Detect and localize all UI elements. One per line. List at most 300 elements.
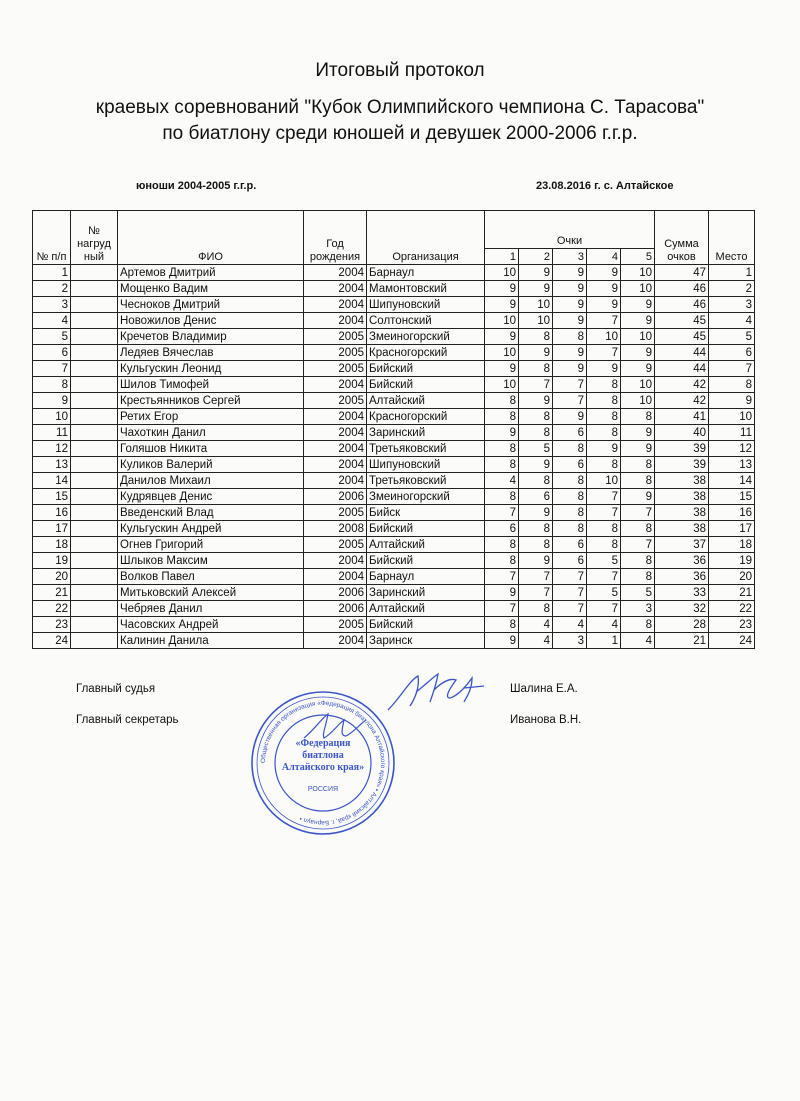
row-place: 15 [709,489,755,505]
row-points-3: 9 [553,361,587,377]
row-points-4: 9 [587,361,621,377]
row-points-1: 9 [485,297,519,313]
row-bib [71,633,118,649]
row-points-4: 9 [587,297,621,313]
row-points-3: 9 [553,345,587,361]
row-organization: Бийск [367,505,485,521]
row-sum: 32 [655,601,709,617]
row-points-2: 8 [519,409,553,425]
row-points-2: 8 [519,601,553,617]
row-place: 11 [709,425,755,441]
row-number: 24 [33,633,71,649]
row-organization: Змеиногорский [367,489,485,505]
header-points: Очки [485,211,655,249]
row-points-5: 9 [621,425,655,441]
table-row [33,473,755,489]
header-year: Год рождения [304,211,367,265]
row-sum: 40 [655,425,709,441]
row-place: 21 [709,585,755,601]
table-row [33,297,755,313]
row-points-1: 8 [485,441,519,457]
row-name: Голяшов Никита [118,441,304,457]
row-year: 2005 [304,345,367,361]
row-points-1: 9 [485,281,519,297]
row-points-5: 9 [621,361,655,377]
row-bib [71,281,118,297]
row-name: Кульгускин Леонид [118,361,304,377]
header-points-2: 2 [519,249,553,265]
row-bib [71,553,118,569]
row-sum: 38 [655,473,709,489]
row-organization: Шипуновский [367,457,485,473]
row-year: 2008 [304,521,367,537]
row-number: 11 [33,425,71,441]
row-points-3: 9 [553,297,587,313]
row-place: 3 [709,297,755,313]
row-sum: 46 [655,281,709,297]
row-points-3: 6 [553,457,587,473]
row-points-3: 3 [553,633,587,649]
table-row [33,313,755,329]
row-place: 10 [709,409,755,425]
row-points-4: 8 [587,409,621,425]
row-name: Чесноков Дмитрий [118,297,304,313]
row-year: 2006 [304,601,367,617]
results-table [32,210,755,649]
row-points-4: 7 [587,345,621,361]
row-points-3: 7 [553,569,587,585]
row-points-5: 8 [621,473,655,489]
row-points-2: 9 [519,345,553,361]
row-number: 17 [33,521,71,537]
row-points-1: 6 [485,521,519,537]
row-points-3: 9 [553,313,587,329]
row-points-1: 10 [485,265,519,281]
row-number: 13 [33,457,71,473]
row-year: 2004 [304,633,367,649]
row-points-2: 7 [519,585,553,601]
row-year: 2004 [304,553,367,569]
row-points-4: 7 [587,313,621,329]
row-points-5: 10 [621,393,655,409]
row-place: 24 [709,633,755,649]
row-year: 2004 [304,297,367,313]
row-sum: 38 [655,505,709,521]
row-name: Артемов Дмитрий [118,265,304,281]
row-points-3: 8 [553,521,587,537]
row-points-3: 7 [553,377,587,393]
row-points-4: 7 [587,569,621,585]
row-year: 2004 [304,457,367,473]
row-points-5: 7 [621,505,655,521]
row-place: 23 [709,617,755,633]
row-points-3: 9 [553,265,587,281]
row-sum: 45 [655,329,709,345]
row-points-5: 5 [621,585,655,601]
row-number: 4 [33,313,71,329]
row-sum: 36 [655,553,709,569]
row-place: 6 [709,345,755,361]
row-number: 9 [33,393,71,409]
table-row [33,633,755,649]
row-name: Крестьянников Сергей [118,393,304,409]
row-number: 15 [33,489,71,505]
row-points-4: 9 [587,265,621,281]
row-bib [71,409,118,425]
row-name: Калинин Данила [118,633,304,649]
row-points-4: 5 [587,585,621,601]
table-row [33,521,755,537]
row-points-4: 8 [587,537,621,553]
row-points-3: 8 [553,505,587,521]
row-points-4: 8 [587,377,621,393]
row-year: 2005 [304,329,367,345]
row-year: 2004 [304,313,367,329]
header-points-3: 3 [553,249,587,265]
row-bib [71,537,118,553]
row-points-2: 4 [519,617,553,633]
document-title: Итоговый протокол [315,60,485,81]
row-points-2: 8 [519,473,553,489]
header-place: Место [709,211,755,265]
row-name: Чахоткин Данил [118,425,304,441]
row-year: 2004 [304,377,367,393]
secretary-name: Иванова В.Н. [510,714,582,726]
row-sum: 45 [655,313,709,329]
row-number: 16 [33,505,71,521]
row-sum: 44 [655,345,709,361]
row-points-5: 8 [621,521,655,537]
row-name: Новожилов Денис [118,313,304,329]
row-organization: Бийский [367,521,485,537]
table-row [33,393,755,409]
row-sum: 21 [655,633,709,649]
row-number: 19 [33,553,71,569]
row-place: 8 [709,377,755,393]
row-organization: Заринск [367,633,485,649]
stamp-center-text: «Федерация биатлона Алтайского края» [281,738,365,773]
row-points-5: 8 [621,409,655,425]
row-points-4: 10 [587,473,621,489]
row-points-4: 7 [587,489,621,505]
row-number: 5 [33,329,71,345]
row-number: 22 [33,601,71,617]
row-points-1: 10 [485,345,519,361]
stamp-ring-text: Общественная организация «Федерация биатлона Алтайского края» • Алтайский край, г. Барнаул • [259,699,387,827]
row-points-1: 7 [485,505,519,521]
row-number: 23 [33,617,71,633]
row-name: Кречетов Владимир [118,329,304,345]
row-number: 8 [33,377,71,393]
row-year: 2005 [304,505,367,521]
row-year: 2005 [304,361,367,377]
header-sum: Сумма очков [655,211,709,265]
row-year: 2004 [304,409,367,425]
row-sum: 42 [655,377,709,393]
row-points-3: 9 [553,409,587,425]
row-points-3: 7 [553,601,587,617]
row-points-5: 8 [621,553,655,569]
row-organization: Третьяковский [367,473,485,489]
row-points-5: 4 [621,633,655,649]
row-points-1: 8 [485,457,519,473]
row-points-3: 7 [553,393,587,409]
row-bib [71,425,118,441]
age-category: юноши 2004-2005 г.г.р. [136,180,257,192]
row-points-5: 9 [621,345,655,361]
table-row [33,457,755,473]
row-sum: 37 [655,537,709,553]
table-row [33,409,755,425]
secretary-label: Главный секретарь [76,714,179,726]
row-points-5: 8 [621,617,655,633]
row-name: Волков Павел [118,569,304,585]
row-points-5: 10 [621,281,655,297]
subtitle-line-2: по биатлону среди юношей и девушек 2000-2006 г.г.р. [162,123,638,144]
header-points-1: 1 [485,249,519,265]
row-points-3: 4 [553,617,587,633]
row-number: 18 [33,537,71,553]
row-bib [71,569,118,585]
federation-stamp-icon [248,688,398,838]
row-number: 20 [33,569,71,585]
row-points-2: 5 [519,441,553,457]
header-name: ФИО [118,211,304,265]
table-row [33,345,755,361]
date-place: 23.08.2016 г. с. Алтайское [536,180,674,192]
row-points-5: 7 [621,537,655,553]
table-row [33,441,755,457]
table-row [33,585,755,601]
row-name: Шлыков Максим [118,553,304,569]
table-row [33,505,755,521]
row-points-4: 1 [587,633,621,649]
row-organization: Барнаул [367,265,485,281]
row-points-2: 7 [519,569,553,585]
row-points-4: 8 [587,425,621,441]
row-sum: 36 [655,569,709,585]
row-points-2: 9 [519,505,553,521]
row-bib [71,377,118,393]
row-organization: Змеиногорский [367,329,485,345]
row-organization: Красногорский [367,345,485,361]
row-points-4: 4 [587,617,621,633]
row-points-2: 10 [519,313,553,329]
stamp-country: РОССИЯ [307,786,339,793]
row-points-5: 9 [621,489,655,505]
row-organization: Красногорский [367,409,485,425]
row-name: Кульгускин Андрей [118,521,304,537]
row-points-1: 10 [485,313,519,329]
row-points-4: 7 [587,601,621,617]
row-bib [71,505,118,521]
row-points-2: 8 [519,425,553,441]
row-bib [71,585,118,601]
row-sum: 39 [655,457,709,473]
row-points-3: 7 [553,585,587,601]
row-points-1: 8 [485,489,519,505]
row-points-3: 8 [553,329,587,345]
row-points-1: 9 [485,633,519,649]
row-organization: Бийский [367,361,485,377]
row-sum: 46 [655,297,709,313]
row-name: Введенский Влад [118,505,304,521]
row-sum: 28 [655,617,709,633]
row-sum: 33 [655,585,709,601]
table-row [33,489,755,505]
row-year: 2004 [304,425,367,441]
row-place: 5 [709,329,755,345]
row-number: 7 [33,361,71,377]
row-place: 4 [709,313,755,329]
row-name: Данилов Михаил [118,473,304,489]
row-number: 2 [33,281,71,297]
row-points-5: 10 [621,377,655,393]
row-points-2: 9 [519,393,553,409]
row-points-2: 8 [519,361,553,377]
row-organization: Заринский [367,425,485,441]
row-number: 14 [33,473,71,489]
row-points-4: 5 [587,553,621,569]
row-place: 12 [709,441,755,457]
row-place: 9 [709,393,755,409]
row-name: Митьковский Алексей [118,585,304,601]
row-organization: Бийский [367,617,485,633]
row-name: Шилов Тимофей [118,377,304,393]
table-row [33,601,755,617]
row-place: 18 [709,537,755,553]
header-points-4: 4 [587,249,621,265]
row-place: 16 [709,505,755,521]
row-points-1: 7 [485,601,519,617]
row-place: 2 [709,281,755,297]
table-row [33,569,755,585]
row-number: 6 [33,345,71,361]
row-name: Кудрявцев Денис [118,489,304,505]
row-bib [71,521,118,537]
row-points-1: 8 [485,537,519,553]
row-place: 22 [709,601,755,617]
row-points-4: 8 [587,521,621,537]
table-row [33,329,755,345]
row-bib [71,601,118,617]
row-organization: Мамонтовский [367,281,485,297]
row-points-2: 8 [519,329,553,345]
row-points-1: 9 [485,329,519,345]
row-points-2: 6 [519,489,553,505]
row-year: 2004 [304,473,367,489]
row-points-1: 9 [485,585,519,601]
row-points-1: 8 [485,393,519,409]
row-name: Мощенко Вадим [118,281,304,297]
row-organization: Солтонский [367,313,485,329]
header-num: № п/п [33,211,71,265]
row-place: 17 [709,521,755,537]
row-points-2: 8 [519,521,553,537]
row-bib [71,473,118,489]
row-points-4: 8 [587,393,621,409]
row-year: 2006 [304,489,367,505]
row-points-5: 10 [621,329,655,345]
row-points-2: 9 [519,553,553,569]
row-bib [71,489,118,505]
row-organization: Бийский [367,553,485,569]
row-points-4: 9 [587,281,621,297]
row-points-4: 10 [587,329,621,345]
row-organization: Алтайский [367,393,485,409]
row-sum: 38 [655,521,709,537]
row-organization: Барнаул [367,569,485,585]
row-number: 3 [33,297,71,313]
row-name: Огнев Григорий [118,537,304,553]
row-year: 2005 [304,617,367,633]
table-row [33,281,755,297]
row-organization: Алтайский [367,537,485,553]
row-year: 2004 [304,265,367,281]
row-place: 14 [709,473,755,489]
row-points-3: 8 [553,441,587,457]
row-organization: Заринский [367,585,485,601]
row-place: 13 [709,457,755,473]
row-points-3: 8 [553,473,587,489]
header-bib: № нагруд ный [71,211,118,265]
row-points-5: 10 [621,265,655,281]
row-name: Куликов Валерий [118,457,304,473]
row-points-2: 9 [519,281,553,297]
judge-name: Шалина Е.А. [510,683,578,695]
row-year: 2005 [304,537,367,553]
row-bib [71,361,118,377]
row-sum: 39 [655,441,709,457]
table-row [33,617,755,633]
row-name: Чебряев Данил [118,601,304,617]
row-points-4: 9 [587,441,621,457]
row-year: 2004 [304,281,367,297]
table-row [33,553,755,569]
row-points-1: 8 [485,409,519,425]
row-points-5: 9 [621,313,655,329]
row-bib [71,441,118,457]
row-year: 2006 [304,585,367,601]
row-sum: 42 [655,393,709,409]
row-points-1: 8 [485,553,519,569]
table-row [33,537,755,553]
row-points-2: 9 [519,265,553,281]
document-subtitle [0,95,800,147]
row-bib [71,617,118,633]
judge-label: Главный судья [76,683,156,695]
row-number: 1 [33,265,71,281]
row-bib [71,345,118,361]
row-points-3: 6 [553,553,587,569]
header-org: Организация [367,211,485,265]
row-number: 21 [33,585,71,601]
row-points-2: 7 [519,377,553,393]
row-number: 10 [33,409,71,425]
row-organization: Третьяковский [367,441,485,457]
row-year: 2004 [304,441,367,457]
subtitle-line-1: краевых соревнований "Кубок Олимпийского чемпиона С. Тарасова" [95,97,705,118]
row-points-1: 9 [485,361,519,377]
row-points-1: 10 [485,377,519,393]
row-points-5: 3 [621,601,655,617]
row-organization: Алтайский [367,601,485,617]
row-place: 7 [709,361,755,377]
row-bib [71,329,118,345]
row-points-1: 4 [485,473,519,489]
row-sum: 41 [655,409,709,425]
row-sum: 38 [655,489,709,505]
